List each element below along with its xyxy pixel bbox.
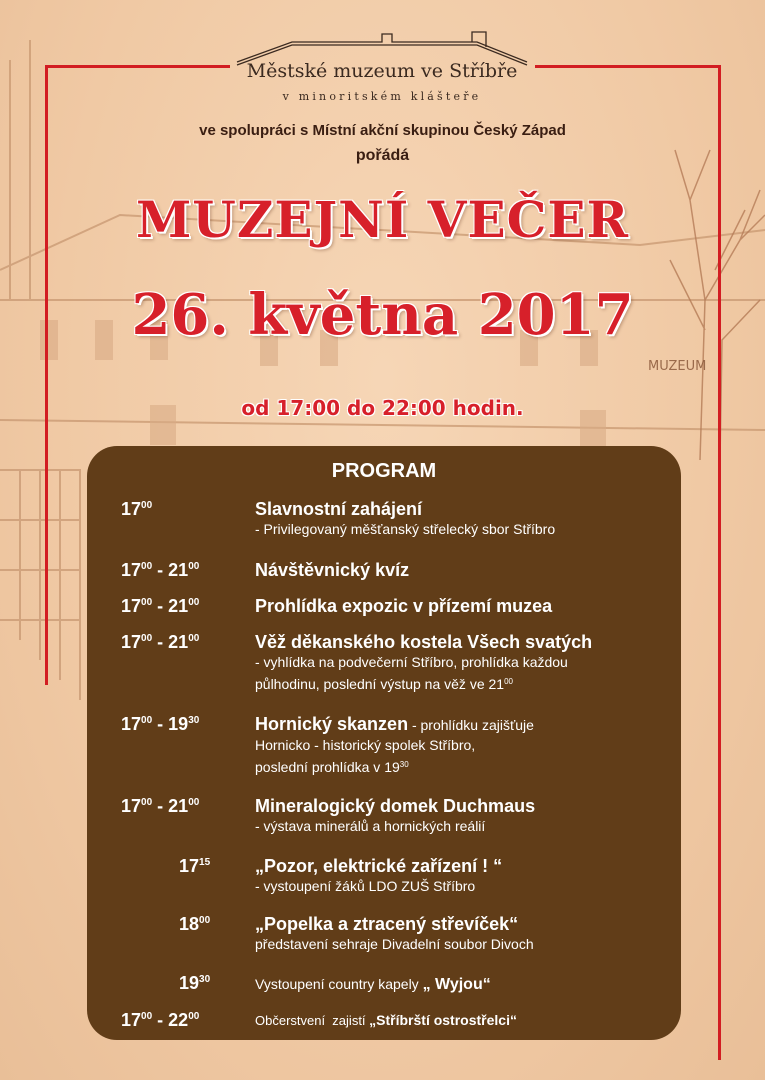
program-item-title: Slavnostní zahájení xyxy=(255,499,423,519)
program-item xyxy=(255,795,665,836)
program-item-title: Návštěvnický kvíz xyxy=(255,560,410,580)
program-item-detail: Hornicko - historický spolek Stříbro, xyxy=(255,737,476,753)
program-item-title: „Popelka a ztracený střevíček“ xyxy=(255,914,519,934)
program-item xyxy=(255,1009,665,1032)
frame-top-left xyxy=(45,65,230,68)
event-hours: od 17:00 do 22:00 hodin. xyxy=(241,396,524,420)
program-item xyxy=(255,498,665,539)
program-item-detail: - vystoupení žáků LDO ZUŠ Stříbro xyxy=(255,878,476,894)
program-item xyxy=(255,713,665,777)
program-item-detail: poslední prohlídka v $19^{30}$ xyxy=(255,759,409,775)
museum-sign: MUZEUM xyxy=(648,359,707,374)
program-item-title: Věž děkanského kostela Všech svatých xyxy=(255,632,593,652)
program-item-title: Vystoupení country kapely „ Wyjou“ xyxy=(255,976,491,993)
program-item-time: $17^{00} - 21^{00}$ xyxy=(121,632,200,652)
program-item-time: $17^{00} - 22^{00}$ xyxy=(121,1010,200,1030)
program-item xyxy=(255,595,665,617)
program-title: PROGRAM xyxy=(331,460,437,482)
program-item-time: $17^{00}$ xyxy=(121,499,153,519)
program-item-detail: půlhodinu, poslední výstup na věž ve $21^{00}$ xyxy=(255,676,513,692)
program-item-time: $19^{30}$ xyxy=(179,973,211,993)
program-item-title: Mineralogický domek Duchmaus xyxy=(255,796,536,816)
program-item-detail: - Privilegovaný měšťanský střelecký sbor Stříbro xyxy=(255,521,556,537)
program-item-detail: představení sehraje Divadelní soubor Divoch xyxy=(255,936,534,952)
cooperation-line: ve spolupráci s Místní akční skupinou Český Západ xyxy=(199,122,566,139)
program-item-detail: - vyhlídka na podvečerní Stříbro, prohlídka každou xyxy=(255,654,568,670)
program-item-time: $17^{00} - 21^{00}$ xyxy=(121,596,200,616)
event-date: 26. května 2017 xyxy=(131,282,634,348)
museum-name: Městské muzeum ve Stříbře xyxy=(246,60,518,82)
program-item-title: Hornický skanzen - prohlídku zajišťuje xyxy=(255,714,534,734)
organizes-line: pořádá xyxy=(355,147,410,164)
program-item xyxy=(255,559,665,581)
program-item-time: $18^{00}$ xyxy=(179,914,211,934)
program-item-time: $17^{15}$ xyxy=(179,856,211,876)
program-item-time: $17^{00} - 19^{30}$ xyxy=(121,714,200,734)
program-item-title: „Pozor, elektrické zařízení ! “ xyxy=(255,856,503,876)
museum-subtitle: v minoritském klášteře xyxy=(282,90,482,103)
program-item-time: $17^{00} - 21^{00}$ xyxy=(121,796,200,816)
program-item xyxy=(255,973,665,996)
program-item xyxy=(255,855,665,896)
program-item-time: $17^{00} - 21^{00}$ xyxy=(121,560,200,580)
program-item-title: Občerstvení zajistí „Stříbrští ostrostřelci“ xyxy=(255,1012,517,1028)
program-item-detail: - výstava minerálů a hornických reálií xyxy=(255,818,486,834)
program-item xyxy=(255,631,665,694)
program-box xyxy=(87,446,681,1040)
event-title: MUZEJNÍ VEČER xyxy=(135,190,630,249)
program-item xyxy=(255,913,665,954)
program-item-title: Prohlídka expozic v přízemí muzea xyxy=(255,596,553,616)
frame-top-right xyxy=(535,65,721,68)
